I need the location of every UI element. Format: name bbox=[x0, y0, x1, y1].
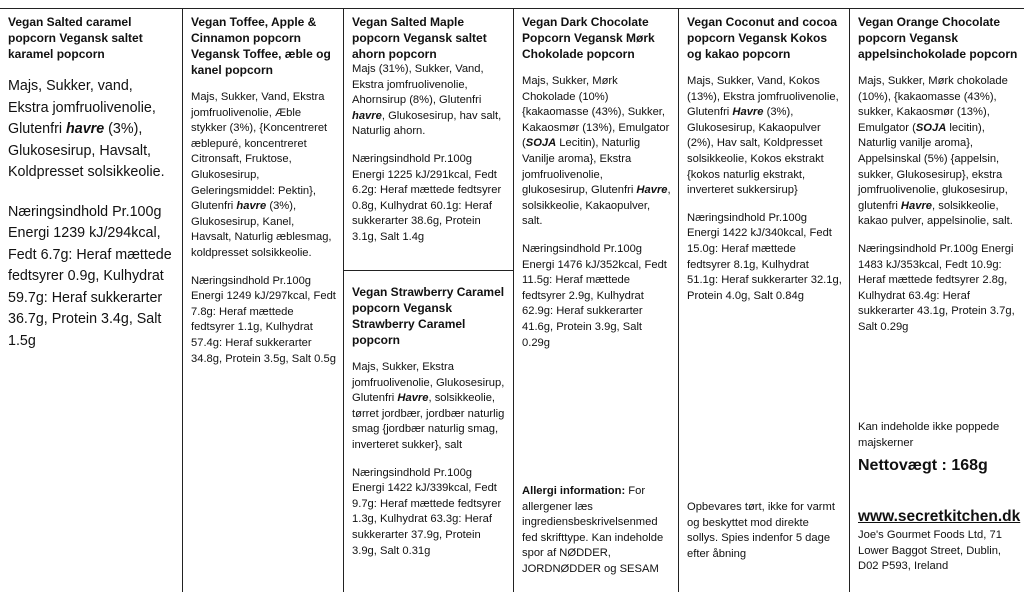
net-weight: Nettovægt : 168g bbox=[858, 457, 988, 474]
product-title: Vegan Orange Chocolate popcorn Vegansk appelsinchokolade popcorn bbox=[858, 15, 1018, 61]
nutrition-info: Næringsindhold Pr.100g Energi 1422 kJ/340kcal, Fedt 15.0g: Heraf mættede fedtsyrer 8.1g, Kulhydrat 51.1g: Heraf sukkerarter 32.1g, Protein 4.0g, Salt 0.84g bbox=[687, 211, 842, 302]
product-dark-chocolate bbox=[514, 8, 678, 592]
product-toffee-apple-cinnamon bbox=[183, 8, 343, 592]
storage-info: Opbevares tørt, ikke for varmt og beskyttet mod direkte sollys. Spies indenfor 5 dage efter åbning bbox=[687, 501, 835, 560]
nutrition-info: Næringsindhold Pr.100g Energi 1483 kJ/353kcal, Fedt 10.9g: Heraf mættede fedtsyrer 2.8g, Kulhydrat 63.4g: Heraf sukkerarter 43.1g, Protein 3.7g, Salt 0.29g bbox=[858, 242, 1015, 333]
product-title: Vegan Strawberry Caramel popcorn Vegansk Strawberry Caramel popcorn bbox=[352, 285, 505, 347]
ingredients: Majs, Sukker, Ekstra jomfruolivenolie, Glukosesirup, Glutenfri Havre, solsikkeolie, tørret jordbær, jordbær naturlig smag {jordbær naturlig smag, inverteret sukker}, salt bbox=[352, 361, 505, 451]
product-salted-caramel bbox=[0, 8, 182, 592]
nutrition-info: Næringsindhold Pr.100g Energi 1249 kJ/297kcal, Fedt 7.8g: Heraf mættede fedtsyrer 1.1g, Kulhydrat 57.4g: Heraf sukkerarter 34.8g, Protein 3.5g, Salt 0.5g bbox=[191, 274, 336, 365]
company-address: Joe's Gourmet Foods Ltd, 71 Lower Baggot Street, Dublin, D02 P593, Ireland bbox=[858, 529, 1002, 573]
product-orange-chocolate bbox=[850, 8, 1024, 592]
may-contain-note: Kan indeholde ikke poppede majskerner bbox=[858, 421, 1000, 449]
nutrition-info: Næringsindhold Pr.100g Energi 1225 kJ/291kcal, Fedt 6.2g: Heraf mættede fedtsyrer 0.8g, Kulhydrat 60.1g: Heraf sukkerarter 38.6g, Protein 3.1g, Salt 1.4g bbox=[352, 152, 502, 243]
ingredients: Majs, Sukker, vand, Ekstra jomfruolivenolie, Glutenfri havre (3%), Glukosesirup, Havsalt, Koldpresset solsikkeolie. bbox=[8, 78, 165, 180]
product-salted-maple bbox=[344, 8, 513, 270]
product-title: Vegan Salted Maple popcorn Vegansk saltet ahorn popcorn bbox=[352, 15, 487, 61]
product-title: Vegan Coconut and cocoa popcorn Vegansk Kokos og kakao popcorn bbox=[687, 15, 838, 61]
ingredients: Majs, Sukker, Mørk chokolade (10%), {kakaomasse (43%), sukker, Kakaosmør (13%), Emulgator (SOJA lecitin), Naturlig vanilje aroma}, Appelsinskal (5%) {appelsin, sukker, Glukosesirup}, ekstra jomfruolivenolie, glukosesirup, glutenfri Havre, solsikkeolie, kakao pulver, appelsinolie, salt. bbox=[858, 75, 1013, 228]
nutrition-info: Næringsindhold Pr.100g Energi 1422 kJ/339kcal, Fedt 9.7g: Heraf mættede fedtsyrer 1.3g, Kulhydrat 63.3g: Heraf sukkerarter 37.9g, Protein 3.9g, Salt 0.31g bbox=[352, 466, 502, 557]
ingredients: Majs, Sukker, Vand, Kokos (13%), Ekstra jomfruolivenolie, Glutenfri Havre (3%), Glukosesirup, Kakaopulver (2%), Hav salt, Koldpresset solsikkeolie, Kokos ekstrakt {kokos naturlig ekstrakt, inverteret sukkersirup} bbox=[687, 75, 839, 197]
row-divider bbox=[343, 270, 514, 271]
ingredients: Majs (31%), Sukker, Vand, Ekstra jomfruolivenolie, Ahornsirup (8%), Glutenfri havre, Glukosesirup, hav salt, Naturlig ahorn. bbox=[352, 63, 502, 138]
allergy-info: Allergi information: For allergener læs ingrediensbeskrivelsenmed fed skrifttype. Kan indeholde spor af NØDDER, JORDNØDDER og SESAM bbox=[522, 485, 664, 575]
website-link[interactable]: www.secretkitchen.dk bbox=[858, 508, 1021, 525]
nutrition-info: Næringsindhold Pr.100g Energi 1239 kJ/294kcal, Fedt 6.7g: Heraf mættede fedtsyrer 0.9g, Kulhydrat 59.7g: Heraf sukkerarter 36.7g, Protein 3.4g, Salt 1.5g bbox=[8, 203, 172, 349]
product-title: Vegan Salted caramel popcorn Vegansk saltet karamel popcorn bbox=[8, 15, 143, 61]
nutrition-info: Næringsindhold Pr.100g Energi 1476 kJ/352kcal, Fedt 11.5g: Heraf mættede fedtsyrer 2.9g, Kulhydrat 62.9g: Heraf sukkerarter 41.6g, Protein 3.9g, Salt 0.29g bbox=[522, 242, 667, 349]
product-title: Vegan Dark Chocolate Popcorn Vegansk Mørk Chokolade popcorn bbox=[522, 15, 655, 61]
product-strawberry-caramel bbox=[344, 278, 513, 592]
ingredients: Majs, Sukker, Mørk Chokolade (10%) {kakaomasse (43%), Sukker, Kakaosmør (13%), Emulgator (SOJA Lecitin), Naturlig Vanilje aroma}, Ekstra jomfruolivenolie, glukosesirup, Glutenfri Havre, solsikkeolie, Kakaopulver, salt. bbox=[522, 75, 671, 228]
product-title: Vegan Toffee, Apple & Cinnamon popcorn Vegansk Toffee, æble og kanel popcorn bbox=[191, 15, 331, 77]
product-coconut-cocoa bbox=[679, 8, 849, 592]
ingredients: Majs, Sukker, Vand, Ekstra jomfruolivenolie, Æble stykker (3%), {Koncentreret æblepuré, koncentreret Citronsaft, Fruktose, Glukosesirup, Geleringsmiddel: Pektin}, Glutenfri havre (3%), Glukosesirup, Kanel, Havsalt, Naturlig æblesmag, koldpresset solsikkeolie. bbox=[191, 91, 332, 259]
